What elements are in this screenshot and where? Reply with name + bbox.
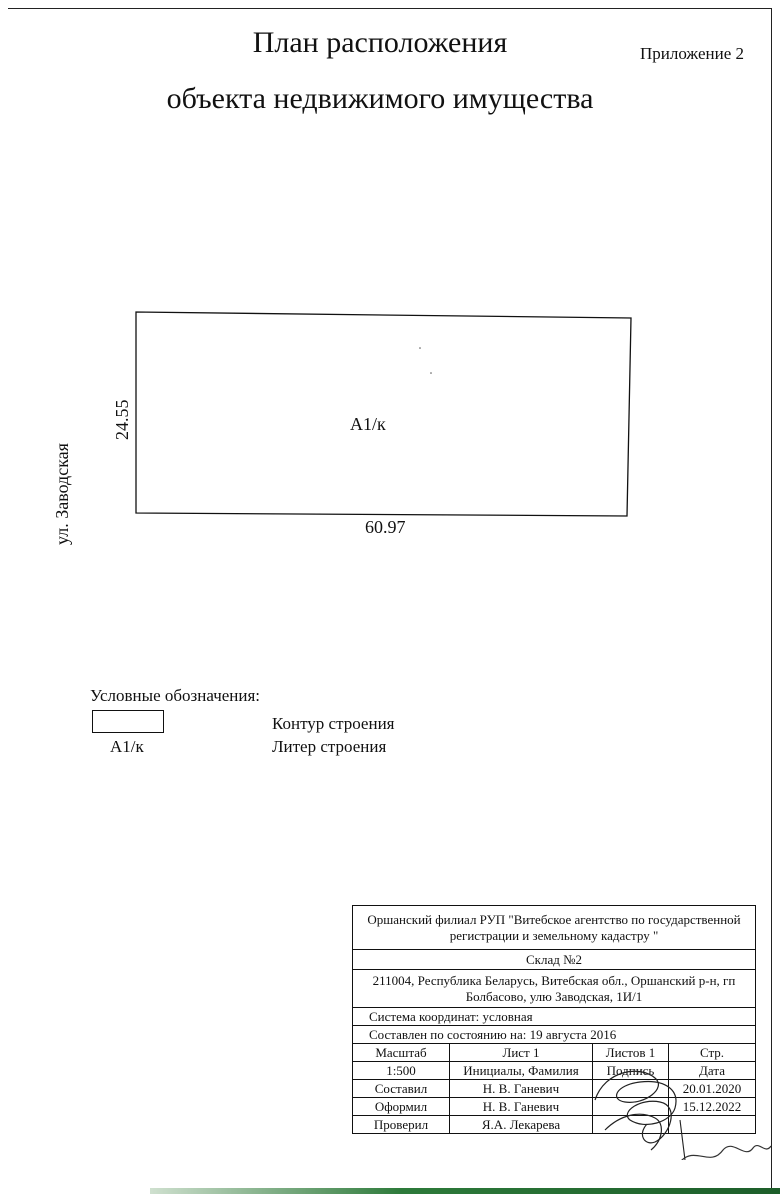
stamp-sheet-header: Лист 1: [450, 1044, 593, 1062]
stamp-role: Проверил: [353, 1116, 450, 1134]
plan-dot: [419, 347, 421, 349]
plan-dot: [430, 372, 432, 374]
legend-title: Условные обозначения:: [90, 686, 261, 705]
handwritten-signature: [585, 1060, 775, 1160]
stamp-scale-value: 1:500: [353, 1062, 450, 1080]
stamp-scale-header: Масштаб: [353, 1044, 450, 1062]
page-subtitle: объекта недвижимого имущества: [166, 82, 594, 115]
stamp-names-header: Инициалы, Фамилия: [450, 1062, 593, 1080]
dimension-vertical: 24.55: [112, 399, 132, 440]
scan-edge: [150, 1188, 780, 1194]
legend-contour-text: Контур строения: [272, 714, 395, 733]
stamp-name: Я.А. Лекарева: [450, 1116, 593, 1134]
stamp-date: 20.01.2020: [669, 1080, 756, 1098]
dimension-horizontal: 60.97: [365, 517, 406, 537]
stamp-name: Н. В. Ганевич: [450, 1098, 593, 1116]
legend-literal-text: Литер строения: [272, 737, 387, 756]
stamp-object: Склад №2: [353, 950, 756, 970]
stamp-date: 15.12.2022: [669, 1098, 756, 1116]
appendix-label: Приложение 2: [640, 44, 744, 63]
stamp-date-state: Составлен по состоянию на: 19 августа 2016: [353, 1026, 756, 1044]
stamp-page-header: Стр.: [669, 1044, 756, 1062]
stamp-signature-header: Подпись: [593, 1062, 669, 1080]
stamp-role: Оформил: [353, 1098, 450, 1116]
stamp-date-header: Дата: [669, 1062, 756, 1080]
page-title: План расположения: [252, 26, 508, 59]
stamp-role: Составил: [353, 1080, 450, 1098]
street-label: ул. Заводская: [52, 443, 72, 545]
legend-contour-symbol: [92, 710, 164, 733]
stamp-address: 211004, Республика Беларусь, Витебская обл., Оршанский р-н, гп Болбасово, улю Заводская, 1И/1: [353, 970, 756, 1008]
stamp-sheets-header: Листов 1: [593, 1044, 669, 1062]
stamp-coord-system: Система координат: условная: [353, 1008, 756, 1026]
building-label: А1/к: [350, 414, 386, 434]
legend-literal-symbol: А1/к: [110, 737, 144, 756]
stamp-organization: Оршанский филиал РУП "Витебское агентство по государственной регистрации и земельному кадастру ": [353, 906, 756, 950]
stamp-name: Н. В. Ганевич: [450, 1080, 593, 1098]
